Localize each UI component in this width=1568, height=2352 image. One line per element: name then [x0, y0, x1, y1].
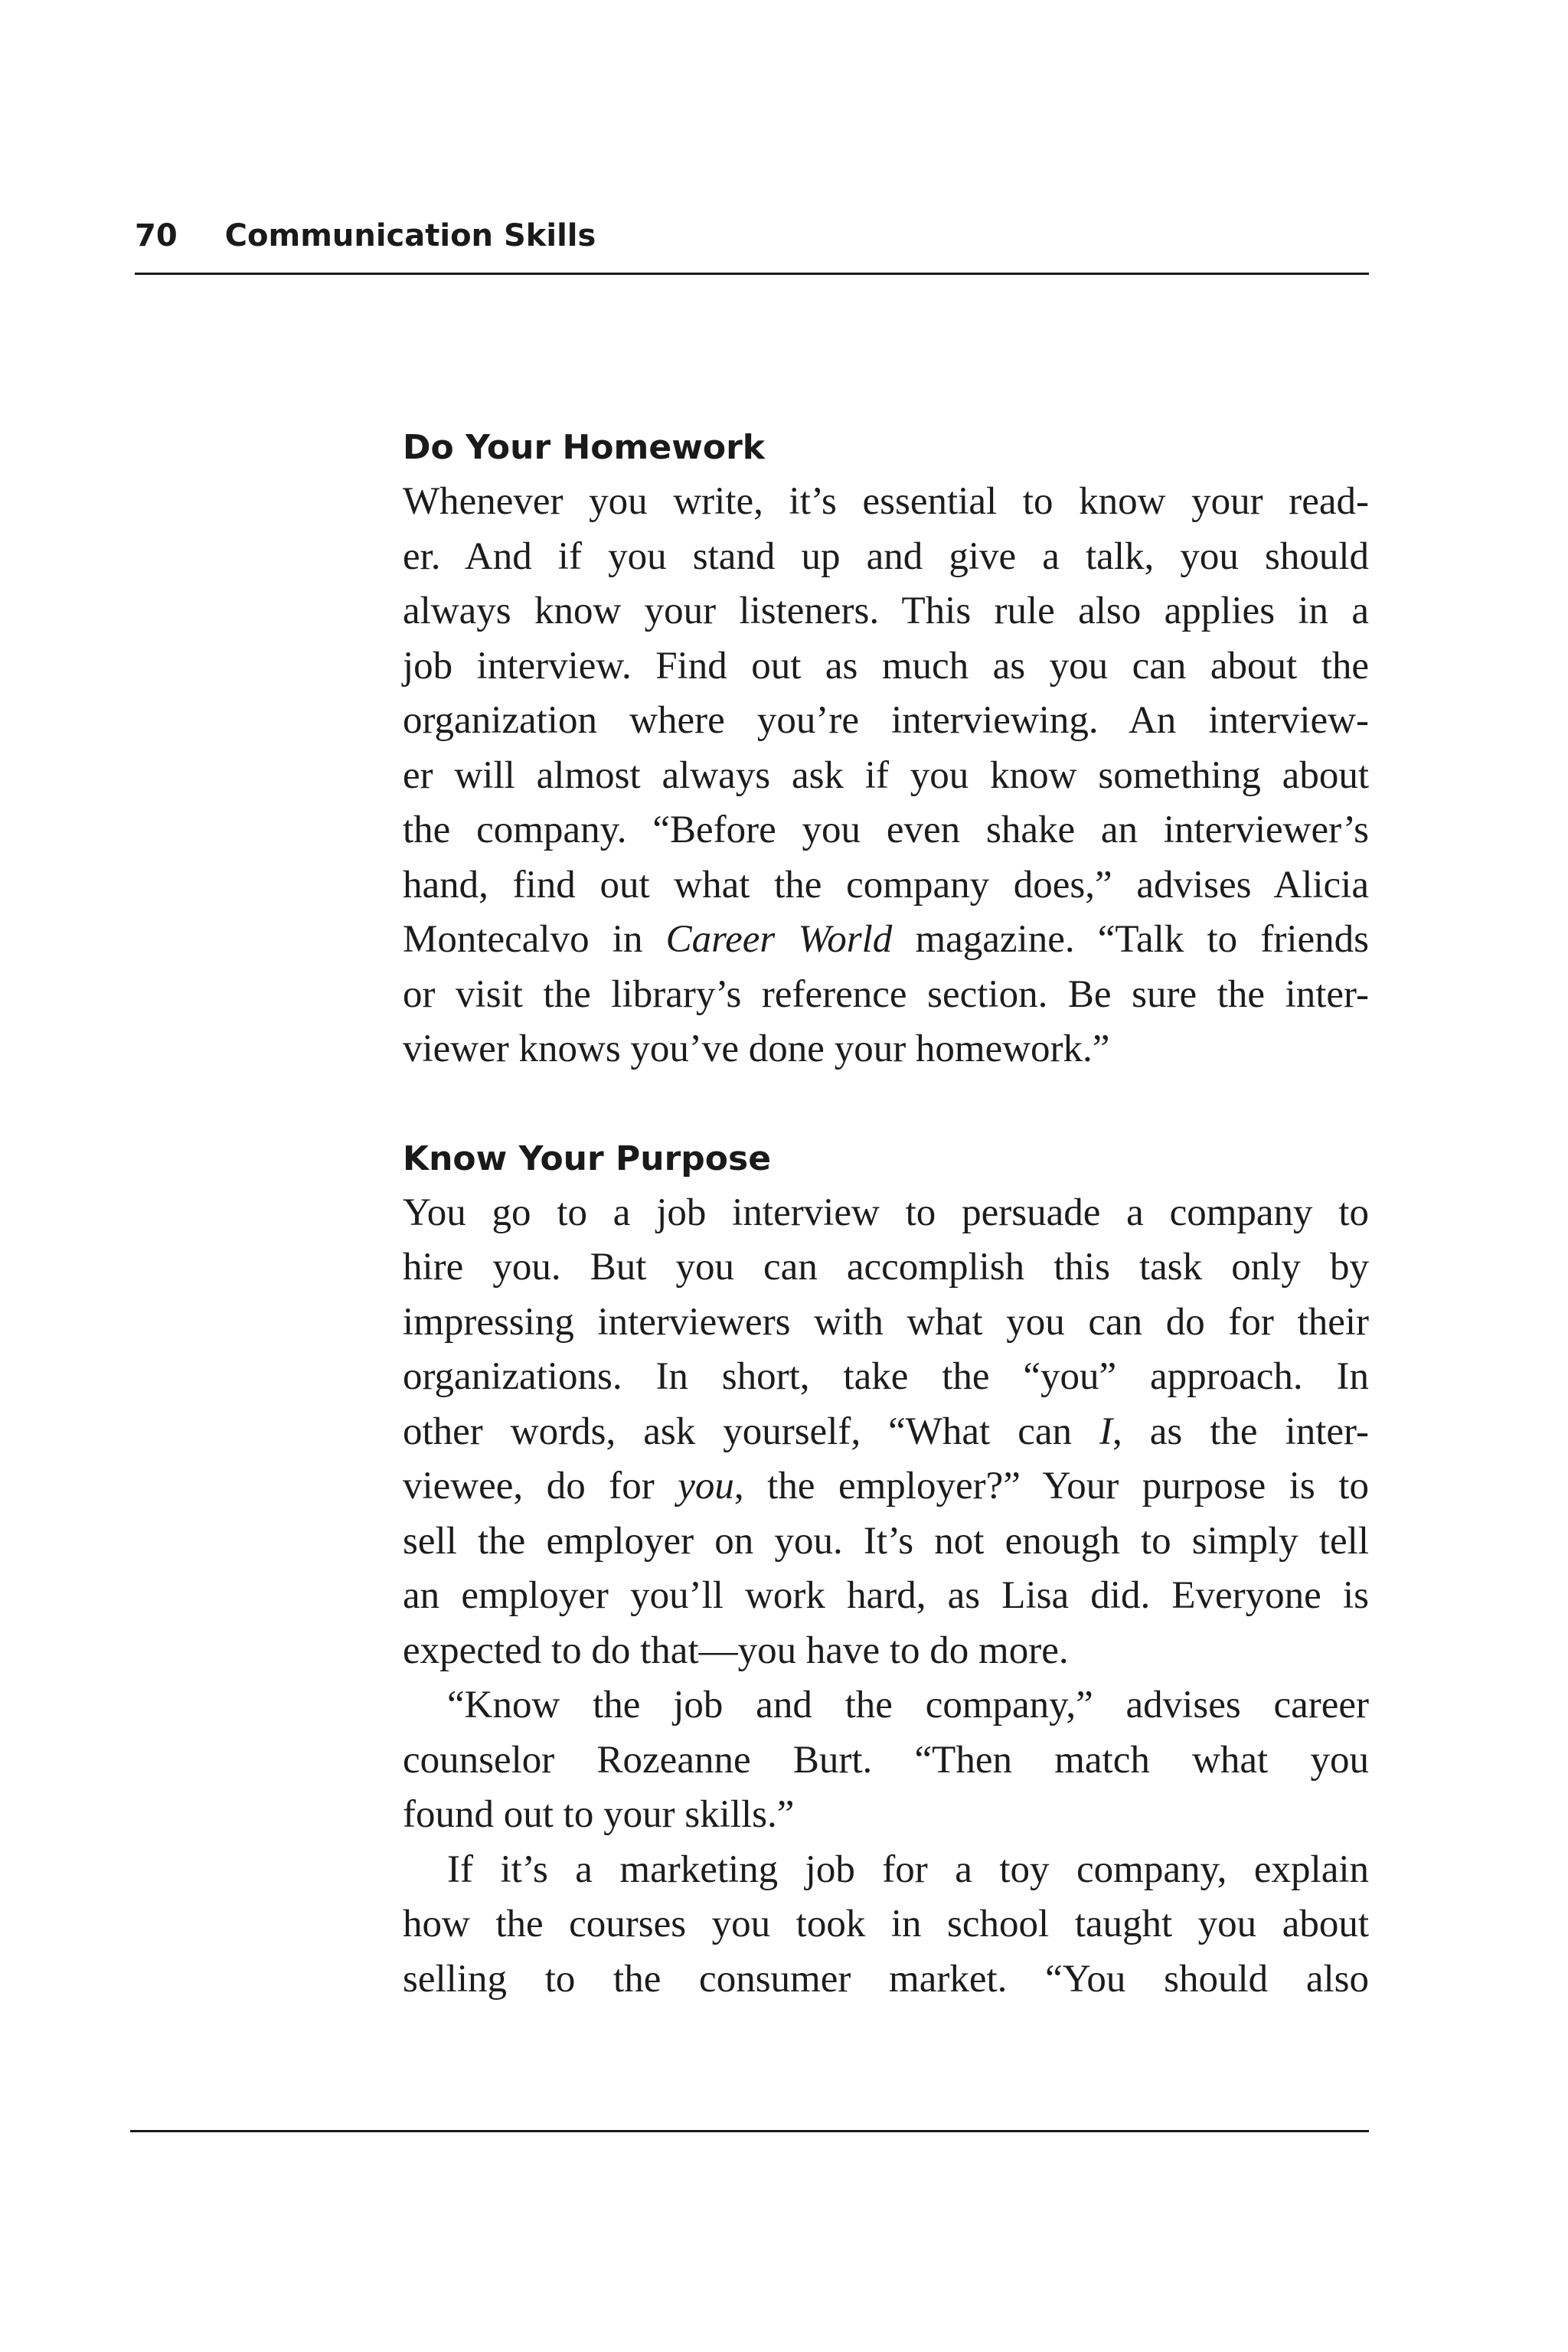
text-line: selling to the consumer market. “You should also — [403, 1957, 1369, 2001]
text-run: , as the inter- — [1112, 1410, 1369, 1453]
text-line: organizations. In short, take the “you” approach. In — [403, 1355, 1369, 1398]
italic-title: Career World — [665, 918, 893, 961]
text-run: viewee, do for — [403, 1465, 678, 1508]
text-line: If it’s a marketing job for a toy company, explain — [447, 1847, 1369, 1891]
text-line: always know your listeners. This rule also applies in a — [403, 590, 1369, 632]
text-line: er will almost always ask if you know something about — [403, 753, 1369, 797]
text-line: impressing interviewers with what you can do for their — [403, 1300, 1369, 1344]
text-line: Whenever you write, it’s essential to know your read- — [403, 480, 1369, 523]
text-line: found out to your skills.” — [403, 1793, 795, 1836]
text-run: magazine. “Talk to friends — [892, 918, 1369, 961]
text-line: job interview. Find out as much as you can about the — [403, 644, 1369, 688]
text-line: You go to a job interview to persuade a company to — [403, 1191, 1369, 1234]
text-line — [403, 1405, 1369, 1460]
text-line — [403, 1459, 1369, 1514]
text-line: “Know the job and the company,” advises career — [447, 1684, 1369, 1726]
text-run: other words, ask yourself, “What can — [403, 1410, 1099, 1453]
header-rule — [135, 273, 1369, 275]
italic-word: you — [678, 1465, 734, 1508]
running-title: Communication Skills — [224, 218, 596, 253]
text-run: , the employer?” Your purpose is to — [733, 1465, 1369, 1508]
italic-word: I — [1099, 1410, 1112, 1453]
text-line: how the courses you took in school taught you about — [403, 1903, 1369, 1945]
page-number: 70 — [135, 218, 178, 253]
section-gap — [403, 1077, 1369, 1132]
text-line: counselor Rozeanne Burt. “Then match what you — [403, 1738, 1369, 1782]
body-text — [403, 421, 1369, 2007]
text-line: expected to do that—you have to do more. — [403, 1628, 1069, 1672]
text-run: Montecalvo in — [403, 918, 666, 961]
running-header — [135, 211, 1369, 260]
text-line: hire you. But you can accomplish this task only by — [403, 1246, 1369, 1289]
text-line — [403, 913, 1369, 968]
text-line: organization where you’re interviewing. An interview- — [403, 699, 1369, 742]
text-line: or visit the library’s reference section. Be sure the inter- — [403, 972, 1369, 1016]
section-heading: Know Your Purpose — [403, 1138, 772, 1178]
text-line: the company. “Before you even shake an interviewer’s — [403, 808, 1369, 851]
text-line: sell the employer on you. It’s not enough to simply tell — [403, 1519, 1369, 1563]
text-line: hand, find out what the company does,” advises Alicia — [403, 863, 1369, 906]
text-line: viewer knows you’ve done your homework.” — [403, 1027, 1110, 1070]
section-heading: Do Your Homework — [403, 428, 766, 467]
footer-rule — [130, 2130, 1369, 2132]
text-line: an employer you’ll work hard, as Lisa did. Everyone is — [403, 1574, 1369, 1617]
text-line: er. And if you stand up and give a talk, you should — [403, 534, 1369, 578]
